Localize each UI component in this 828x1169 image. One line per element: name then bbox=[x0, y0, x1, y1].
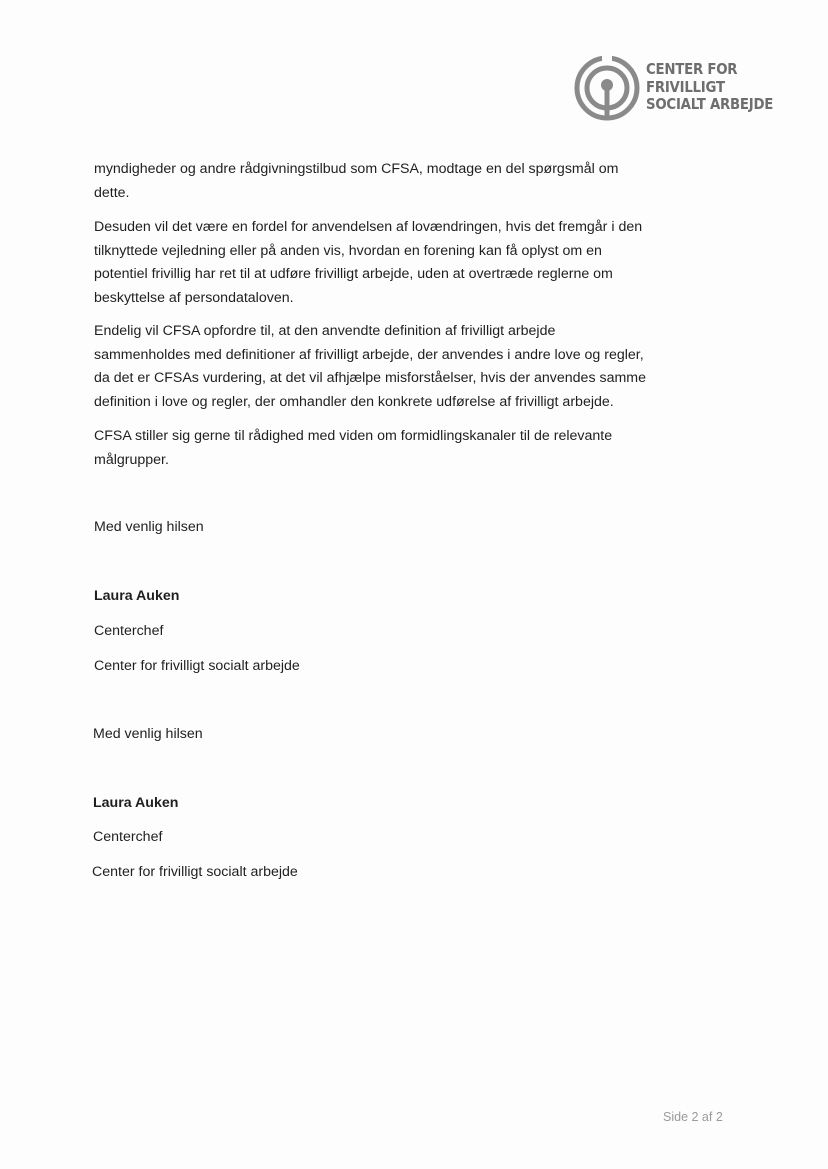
text-line: da det er CFSAs vurdering, at det vil afhjælpe misforståelser, hvis der anvendes samme bbox=[94, 370, 646, 386]
paragraph-3 bbox=[94, 320, 646, 414]
paragraph-1 bbox=[94, 158, 618, 205]
logo-line: CENTER FOR bbox=[646, 60, 738, 78]
paragraph-4 bbox=[94, 425, 612, 472]
signer-name: Laura Auken bbox=[94, 588, 180, 604]
page-number: Side 2 af 2 bbox=[663, 1110, 723, 1124]
logo-line: FRIVILLIGT bbox=[646, 77, 725, 96]
text-line: målgrupper. bbox=[94, 451, 169, 468]
text-line: sammenholdes med definitioner af frivilligt arbejde, der anvendes i andre love og regler, bbox=[94, 346, 644, 363]
header-logo bbox=[574, 54, 774, 124]
text-line: beskyttelse af persondataloven. bbox=[94, 289, 294, 306]
text-line: CFSA stiller sig gerne til rådighed med viden om formidlingskanaler til de relevante bbox=[94, 428, 613, 444]
text-line: Endelig vil CFSA opfordre til, at den anvendte definition af frivilligt arbejde bbox=[94, 323, 556, 339]
text-line: tilknyttede vejledning eller på anden vis, hvordan en forening kan få oplyst om en bbox=[94, 242, 602, 259]
text-line: potentiel frivillig har ret til at udføre frivilligt arbejde, uden at overtræde reglerne om bbox=[94, 266, 613, 282]
signer-name: Laura Auken bbox=[93, 795, 179, 811]
closing-greeting: Med venlig hilsen bbox=[94, 519, 204, 535]
text-line: Desuden vil det være en fordel for anvendelsen af lovændringen, hvis det fremgår i den bbox=[94, 219, 643, 235]
logo-wordmark bbox=[646, 61, 773, 114]
text-line: dette. bbox=[94, 184, 130, 201]
signer-title: Centerchef bbox=[93, 829, 163, 845]
signer-title: Centerchef bbox=[94, 623, 164, 639]
logo-line: SOCIALT ARBEJDE bbox=[646, 95, 774, 113]
signer-organisation: Center for frivilligt socialt arbejde bbox=[94, 658, 300, 674]
text-line: myndigheder og andre rådgivningstilbud som CFSA, modtage en del spørgsmål om bbox=[94, 161, 619, 177]
closing-greeting: Med venlig hilsen bbox=[93, 726, 203, 742]
text-line: definition i love og regler, der omhandler den konkrete udførelse af frivilligt arbejde. bbox=[94, 393, 614, 410]
seal-icon bbox=[574, 54, 640, 122]
paragraph-2 bbox=[94, 216, 642, 310]
signer-organisation: Center for frivilligt socialt arbejde bbox=[92, 864, 298, 880]
